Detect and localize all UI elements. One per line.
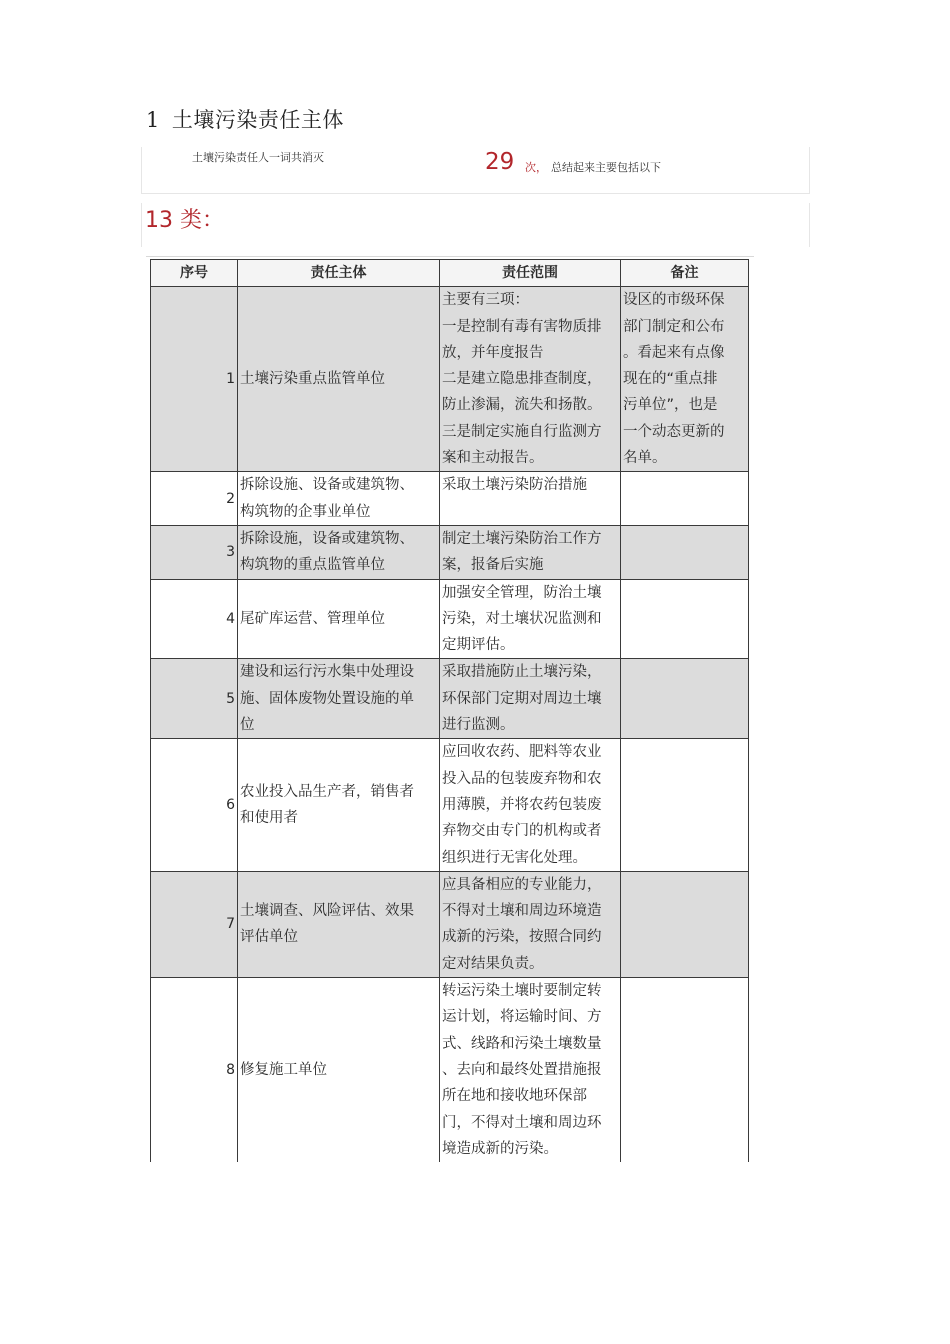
header-seq: 序号 <box>151 260 238 287</box>
row-scope-line: 一是控制有毒有害物质排 <box>442 318 602 335</box>
row-subject <box>238 659 440 739</box>
row-note <box>621 978 749 1162</box>
row-number: 1 <box>151 287 238 472</box>
table-row <box>151 871 749 977</box>
table-row <box>151 739 749 871</box>
row-subject-line: 土壤调查、风险评估、效果 <box>240 903 414 920</box>
row-scope <box>440 287 621 472</box>
summary-count: 29 <box>485 149 515 175</box>
row-scope-line: 定期评估。 <box>442 637 515 654</box>
row-scope-line: 投入品的包装废弃物和农 <box>442 770 602 787</box>
row-scope-line: 案和主动报告。 <box>442 450 544 467</box>
row-scope-line: 二是建立隐患排查制度， <box>442 371 602 388</box>
category-label: 13 类： <box>145 208 224 233</box>
row-scope-line: 案，报备后实施 <box>442 557 544 574</box>
row-subject <box>238 978 440 1162</box>
row-subject-line: 构筑物的重点监管单位 <box>240 557 385 574</box>
table-row <box>151 525 749 579</box>
row-scope-line: 加强安全管理，防治土壤 <box>442 584 602 601</box>
row-number: 7 <box>151 871 238 977</box>
row-scope <box>440 659 621 739</box>
row-scope <box>440 525 621 579</box>
summary-box <box>141 147 810 194</box>
row-scope <box>440 978 621 1162</box>
header-note: 备注 <box>621 260 749 287</box>
row-scope-line: 应具备相应的专业能力， <box>442 876 602 893</box>
row-scope-line: 境造成新的污染。 <box>442 1140 558 1157</box>
row-scope <box>440 739 621 871</box>
row-note-line: 。看起来有点像 <box>623 344 725 361</box>
row-subject-line: 农业投入品生产者，销售者 <box>240 783 414 800</box>
row-scope <box>440 871 621 977</box>
row-subject-line: 构筑物的企事业单位 <box>240 503 371 520</box>
row-scope-line: 定对结果负责。 <box>442 955 544 972</box>
row-subject <box>238 579 440 659</box>
summary-text-before: 土壤污染责任人一词共消灭 <box>192 151 324 164</box>
row-subject-line: 尾矿库运营、管理单位 <box>240 610 385 627</box>
row-number: 4 <box>151 579 238 659</box>
row-scope-line: 进行监测。 <box>442 717 515 734</box>
table-body <box>151 287 749 1162</box>
category-box <box>141 203 810 247</box>
row-note <box>621 579 749 659</box>
row-subject-line: 位 <box>240 717 255 734</box>
row-scope-line: 污染，对土壤状况监测和 <box>442 610 602 627</box>
row-scope-line: 运计划，将运输时间、方 <box>442 1009 602 1026</box>
row-scope-line: 转运污染土壤时要制定转 <box>442 983 602 1000</box>
row-scope-line: 式、线路和污染土壤数量 <box>442 1035 602 1052</box>
row-subject-line: 拆除设施、设备或建筑物、 <box>240 477 414 494</box>
row-scope-line: 组织进行无害化处理。 <box>442 849 587 866</box>
row-note-line: 部门制定和公布 <box>623 318 725 335</box>
row-note-line: 现在的“重点排 <box>623 371 718 388</box>
row-scope-line: 用薄膜，并将农药包装废 <box>442 796 602 813</box>
row-scope-line: 成新的污染，按照合同约 <box>442 929 602 946</box>
row-scope <box>440 472 621 526</box>
row-scope-line: 放，并年度报告 <box>442 344 544 361</box>
row-note <box>621 739 749 871</box>
row-scope-line: 环保部门定期对周边土壤 <box>442 690 602 707</box>
row-number: 2 <box>151 472 238 526</box>
row-note <box>621 287 749 472</box>
row-subject-line: 土壤污染重点监管单位 <box>240 371 385 388</box>
table-row <box>151 287 749 472</box>
section-title: 土壤污染责任主体 <box>171 108 344 132</box>
table-row <box>151 579 749 659</box>
table-row <box>151 978 749 1162</box>
row-number: 8 <box>151 978 238 1162</box>
row-scope-line: 弃物交由专门的机构或者 <box>442 823 602 840</box>
section-heading <box>146 104 344 134</box>
row-scope <box>440 579 621 659</box>
row-subject <box>238 739 440 871</box>
summary-tail <box>525 159 661 175</box>
responsibility-table <box>150 259 749 1162</box>
row-subject-line: 施、固体废物处置设施的单 <box>240 690 414 707</box>
row-scope-line: 应回收农药、肥料等农业 <box>442 744 602 761</box>
row-number: 5 <box>151 659 238 739</box>
row-subject-line: 建设和运行污水集中处理设 <box>240 664 414 681</box>
section-number: 1 <box>146 108 160 132</box>
row-subject-line: 修复施工单位 <box>240 1061 327 1078</box>
row-note-line: 名单。 <box>623 450 667 467</box>
summary-unit: 次， <box>525 161 547 174</box>
row-scope-line: 采取土壤污染防治措施 <box>442 477 587 494</box>
row-scope-line: 三是制定实施自行监测方 <box>442 423 602 440</box>
header-scope: 责任范围 <box>440 260 621 287</box>
row-scope-line: 门，不得对土壤和周边环 <box>442 1114 602 1131</box>
row-scope-line: 采取措施防止土壤污染， <box>442 664 602 681</box>
row-scope-line: 防止渗漏，流失和扬散。 <box>442 397 602 414</box>
row-subject <box>238 871 440 977</box>
row-subject <box>238 525 440 579</box>
row-subject-line: 拆除设施，设备或建筑物、 <box>240 530 414 547</box>
row-note <box>621 871 749 977</box>
row-subject <box>238 287 440 472</box>
summary-text-after: 总结起来主要包括以下 <box>551 161 661 174</box>
header-subject: 责任主体 <box>238 260 440 287</box>
row-scope-line: 制定土壤污染防治工作方 <box>442 530 602 547</box>
row-scope-line: 、去向和最终处置措施报 <box>442 1061 602 1078</box>
row-number: 6 <box>151 739 238 871</box>
row-subject-line: 和使用者 <box>240 810 298 827</box>
row-note <box>621 525 749 579</box>
responsibility-table-image <box>146 256 754 1162</box>
table-row <box>151 659 749 739</box>
row-note-line: 一个动态更新的 <box>623 423 725 440</box>
row-note-line: 污单位”，也是 <box>623 397 718 414</box>
row-note <box>621 659 749 739</box>
row-note-line: 设区的市级环保 <box>623 292 725 309</box>
row-note <box>621 472 749 526</box>
table-row <box>151 472 749 526</box>
row-subject <box>238 472 440 526</box>
row-number: 3 <box>151 525 238 579</box>
row-scope-line: 主要有三项： <box>442 292 529 309</box>
table-header-row <box>151 260 749 287</box>
row-scope-line: 不得对土壤和周边环境造 <box>442 903 602 920</box>
row-scope-line: 所在地和接收地环保部 <box>442 1088 587 1105</box>
row-subject-line: 评估单位 <box>240 929 298 946</box>
